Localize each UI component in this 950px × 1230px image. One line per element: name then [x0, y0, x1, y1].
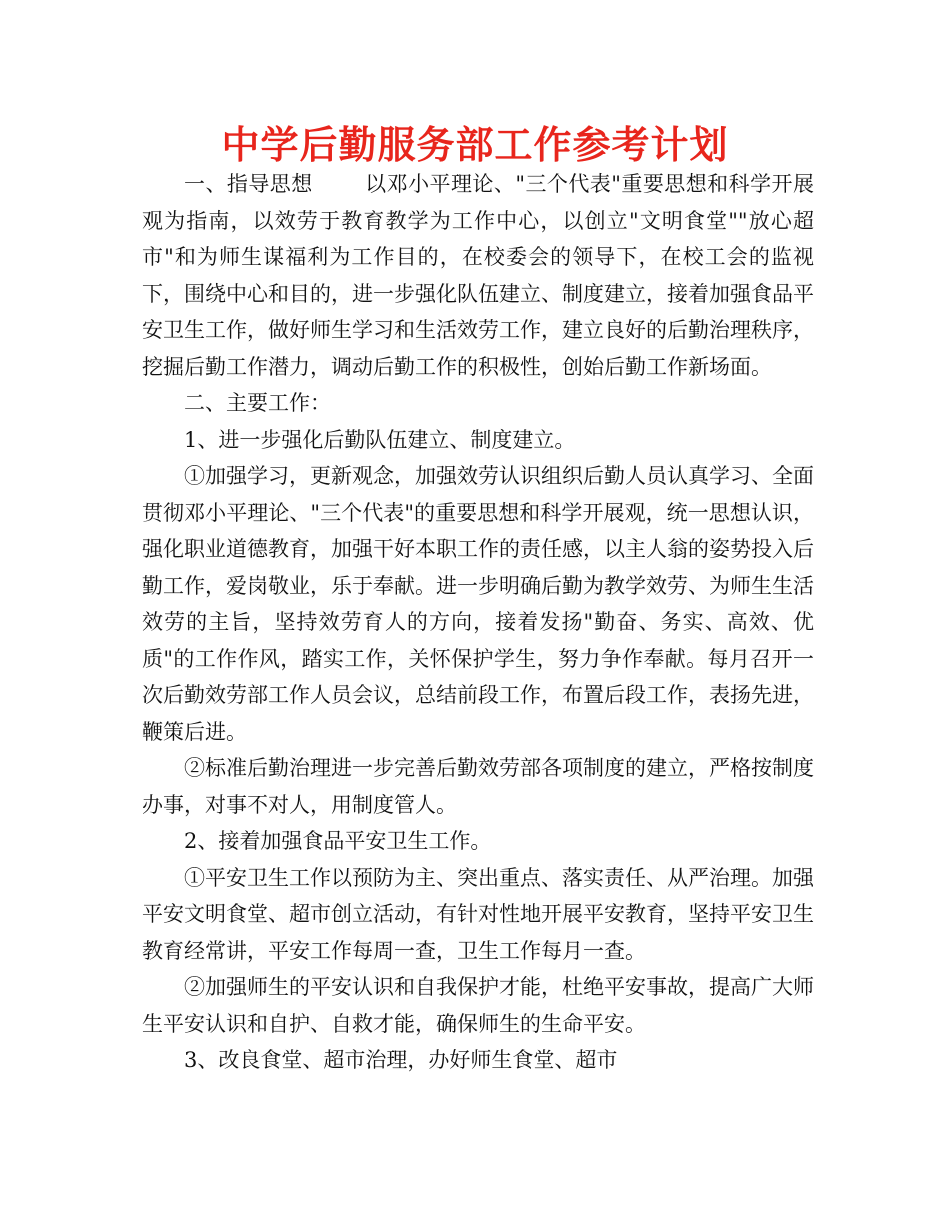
item-2-paragraph-2: ②加强师生的平安认识和自我保护才能，杜绝平安事故，提高广大师生平安认识和自护、自救才能，确保师生的生命平安。 [142, 975, 814, 1036]
item-1-paragraph-1: ①加强学习，更新观念，加强效劳认识组织后勤人员认真学习、全面贯彻邓小平理论、"三个代表"的重要思想和科学开展观，统一思想认识，强化职业道德教育，加强干好本职工作的责任感，以主人翁的姿势投入后勤工作，爱岗敬业，乐于奉献。进一步明确后勤为教学效劳、为师生生活效劳的主旨，坚持效劳育人的方向，接着发扬"勤奋、务实、高效、优质"的工作作风，踏实工作，关怀保护学生，努力争作奉献。每月召开一次后勤效劳部工作人员会议，总结前段工作，布置后段工作，表扬先进，鞭策后进。 [142, 464, 814, 744]
section-heading: 一、指导思想 [184, 172, 313, 196]
item-heading-1: 1、进一步强化后勤队伍建立、制度建立。 [184, 427, 576, 452]
item-heading-3: 3、改良食堂、超市治理，办好师生食堂、超市 [184, 1048, 618, 1072]
document-body [142, 166, 814, 1079]
section-guiding-ideology [142, 166, 814, 385]
section-heading-main-work: 二、主要工作： [184, 391, 331, 415]
section-text: 以邓小平理论、"三个代表"重要思想和科学开展观为指南，以效劳于教育教学为工作中心，以创立"文明食堂""放心超市"和为师生谋福利为工作目的，在校委会的领导下，在校工会的监视下，围绕中心和目的，进一步强化队伍建立、制度建立，接着加强食品平安卫生工作，做好师生学习和生活效劳工作，建立良好的后勤治理秩序，挖掘后勤工作潜力，调动后勤工作的积极性，创始后勤工作新场面。 [142, 172, 814, 379]
item-2-paragraph-1: ①平安卫生工作以预防为主、突出重点、落实责任、从严治理。加强平安文明食堂、超市创立活动，有针对性地开展平安教育，坚持平安卫生教育经常讲，平安工作每周一查，卫生工作每月一查。 [142, 865, 814, 963]
item-heading-2: 2、接着加强食品平安卫生工作。 [184, 829, 492, 853]
item-1-paragraph-2: ②标准后勤治理进一步完善后勤效劳部各项制度的建立，严格按制度办事，对事不对人，用制度管人。 [142, 756, 814, 817]
document-title: 中学后勤服务部工作参考计划 [221, 123, 729, 167]
